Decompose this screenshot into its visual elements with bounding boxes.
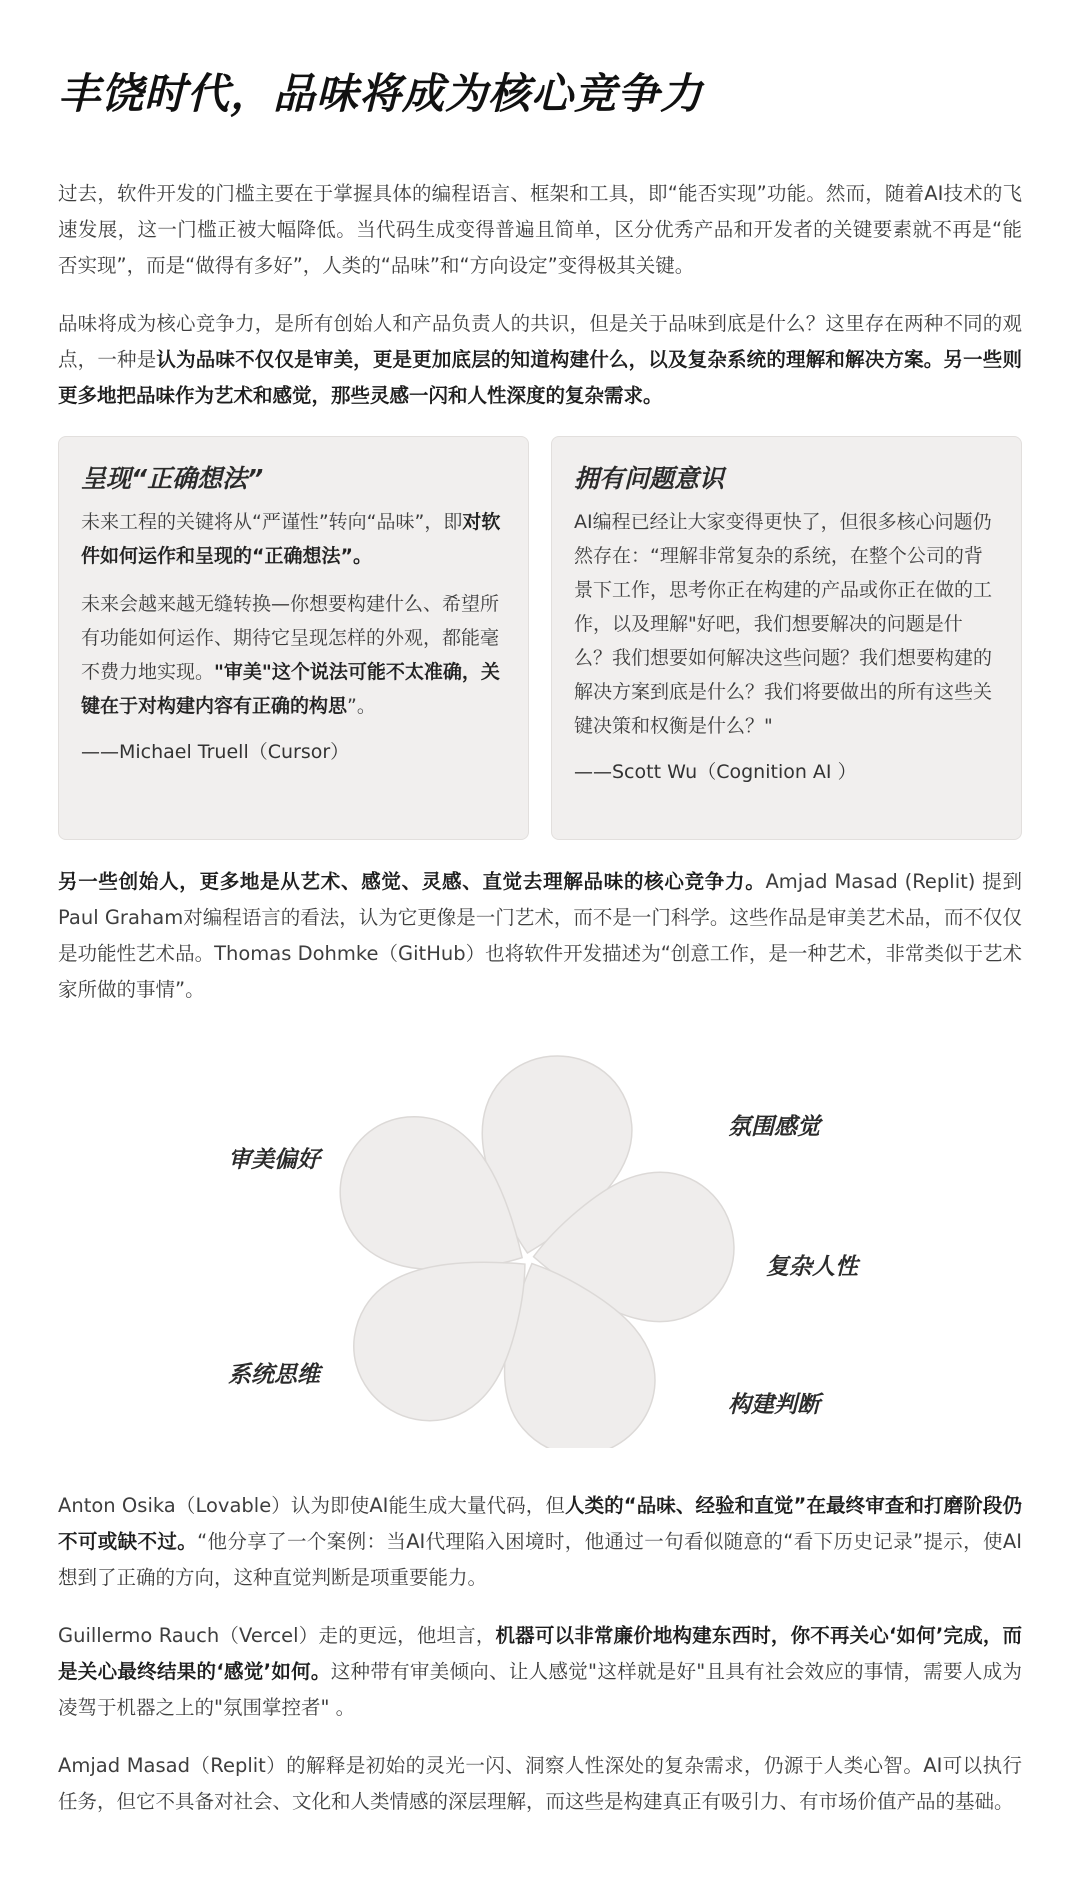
osika-bold: 人类的“品味、经验和直觉”在最终审查和打磨阶段仍不可或缺不过。 — [58, 1494, 1022, 1554]
petal-label-aesthetic-preference: 审美偏好 — [228, 1147, 320, 1174]
intro-paragraph: 过去，软件开发的门槛主要在于掌握具体的编程语言、框架和工具，即“能否实现”功能。然而，随着AI技术的飞速发展，这一门槛正被大幅降低。当代码生成变得普遍且简单，区分优秀产品和开发者的关键要素就不再是“能否实现”，而是“做得有多好”，人类的“品味”和“方向设定”变得极其关键。 — [58, 182, 1022, 278]
card-paragraph — [81, 505, 506, 573]
osika-text: Anton Osika（Lovable）认为即使AI能生成大量代码，但 — [58, 1494, 565, 1518]
rauch-text: 这种带有审美倾向、让人感觉"这样就是好"且具有社会效应的事情，需要人成为凌驾于机器之上的"氛围掌控者" 。 — [58, 1660, 1022, 1720]
rauch-paragraph — [58, 1618, 1022, 1726]
views-text: 品味将成为核心竞争力，是所有创始人和产品负责人的共识，但是关于品味到底是什么？这里存在两种不同的观点，一种是 — [58, 312, 1022, 372]
card-title: 呈现“正确想法” — [81, 464, 264, 494]
card-text: 未来工程的关键将从“严谨性”转向“品味”，即 — [81, 511, 463, 534]
card-citation: ——Scott Wu（Cognition AI ） — [574, 761, 857, 784]
quote-card-correct-idea — [58, 436, 529, 840]
card-paragraph: AI编程已经让大家变得更快了，但很多核心问题仍然存在：“理解非常复杂的系统，在整个公司的背景下工作，思考你正在构建的产品或你正在做的工作，以及理解"好吧，我们想要解决的问题是什么？我们想要如何解决这些问题？我们想要构建的解决方案到底是什么？我们将要做出的所有这些关键决策和权衡是什么？" — [574, 511, 993, 738]
article-title: 丰饶时代，品味将成为核心竞争力 — [58, 69, 704, 118]
views-paragraph — [58, 306, 1022, 414]
art-bold: 另一些创始人，更多地是从艺术、感觉、灵感、直觉去理解品味的核心竞争力。 — [58, 870, 766, 894]
card-text: ”。 — [347, 695, 376, 718]
osika-text: “他分享了一个案例：当AI代理陷入困境时，他通过一句看似随意的“看下历史记录”提示，使AI想到了正确的方向，这种直觉判断是项重要能力。 — [58, 1530, 1022, 1590]
masad-paragraph: Amjad Masad（Replit）的解释是初始的灵光一闪、洞察人性深处的复杂需求，仍源于人类心智。AI可以执行任务，但它不具备对社会、文化和人类情感的深层理解，而这些是构建真正有吸引力、有市场价值产品的基础。 — [58, 1754, 1022, 1814]
petal-label-complex-humanity: 复杂人性 — [766, 1254, 858, 1281]
card-citation: ——Michael Truell（Cursor） — [81, 741, 350, 764]
rauch-text: Guillermo Rauch（Vercel）走的更远，他坦言， — [58, 1624, 496, 1648]
rauch-bold: 机器可以非常廉价地构建东西时，你不再关心‘如何’完成，而是关心最终结果的‘感觉’如何。 — [58, 1624, 1022, 1684]
card-text: 未来会越来越无缝转换—你想要构建什么、希望所有功能如何运作、期待它呈现怎样的外观，都能毫不费力地实现。 — [81, 593, 500, 684]
card-title: 拥有问题意识 — [574, 464, 725, 494]
petal-label-build-judgment: 构建判断 — [728, 1392, 820, 1419]
taste-petal-diagram — [0, 1048, 1080, 1448]
osika-paragraph — [58, 1488, 1022, 1596]
art-paragraph — [58, 864, 1022, 1008]
quote-card-problem-awareness — [551, 436, 1022, 840]
views-bold: 认为品味不仅仅是审美，更是更加底层的知道构建什么，以及复杂系统的理解和解决方案。另一些则更多地把品味作为艺术和感觉，那些灵感一闪和人性深度的复杂需求。 — [58, 348, 1022, 408]
card-paragraph — [81, 587, 506, 723]
petal-label-systems-thinking: 系统思维 — [228, 1362, 320, 1389]
quote-cards — [58, 436, 1022, 840]
art-text: Amjad Masad (Replit) 提到Paul Graham对编程语言的看法，认为它更像是一门艺术，而不是一门科学。这些作品是审美艺术品，而不仅仅是功能性艺术品。Thomas Dohmke（GitHub）也将软件开发描述为“创意工作，是一种艺术，非常类似于艺术家所做的事情”。 — [58, 870, 1022, 1002]
card-bold-text: 对软件如何运作和呈现的“正确想法”。 — [81, 511, 501, 568]
card-bold-text: "审美"这个说法可能不太准确，关键在于对构建内容有正确的构思 — [81, 661, 500, 718]
petal-label-vibe-feeling: 氛围感觉 — [728, 1114, 820, 1141]
petal-flower-graphic — [0, 1048, 1080, 1448]
